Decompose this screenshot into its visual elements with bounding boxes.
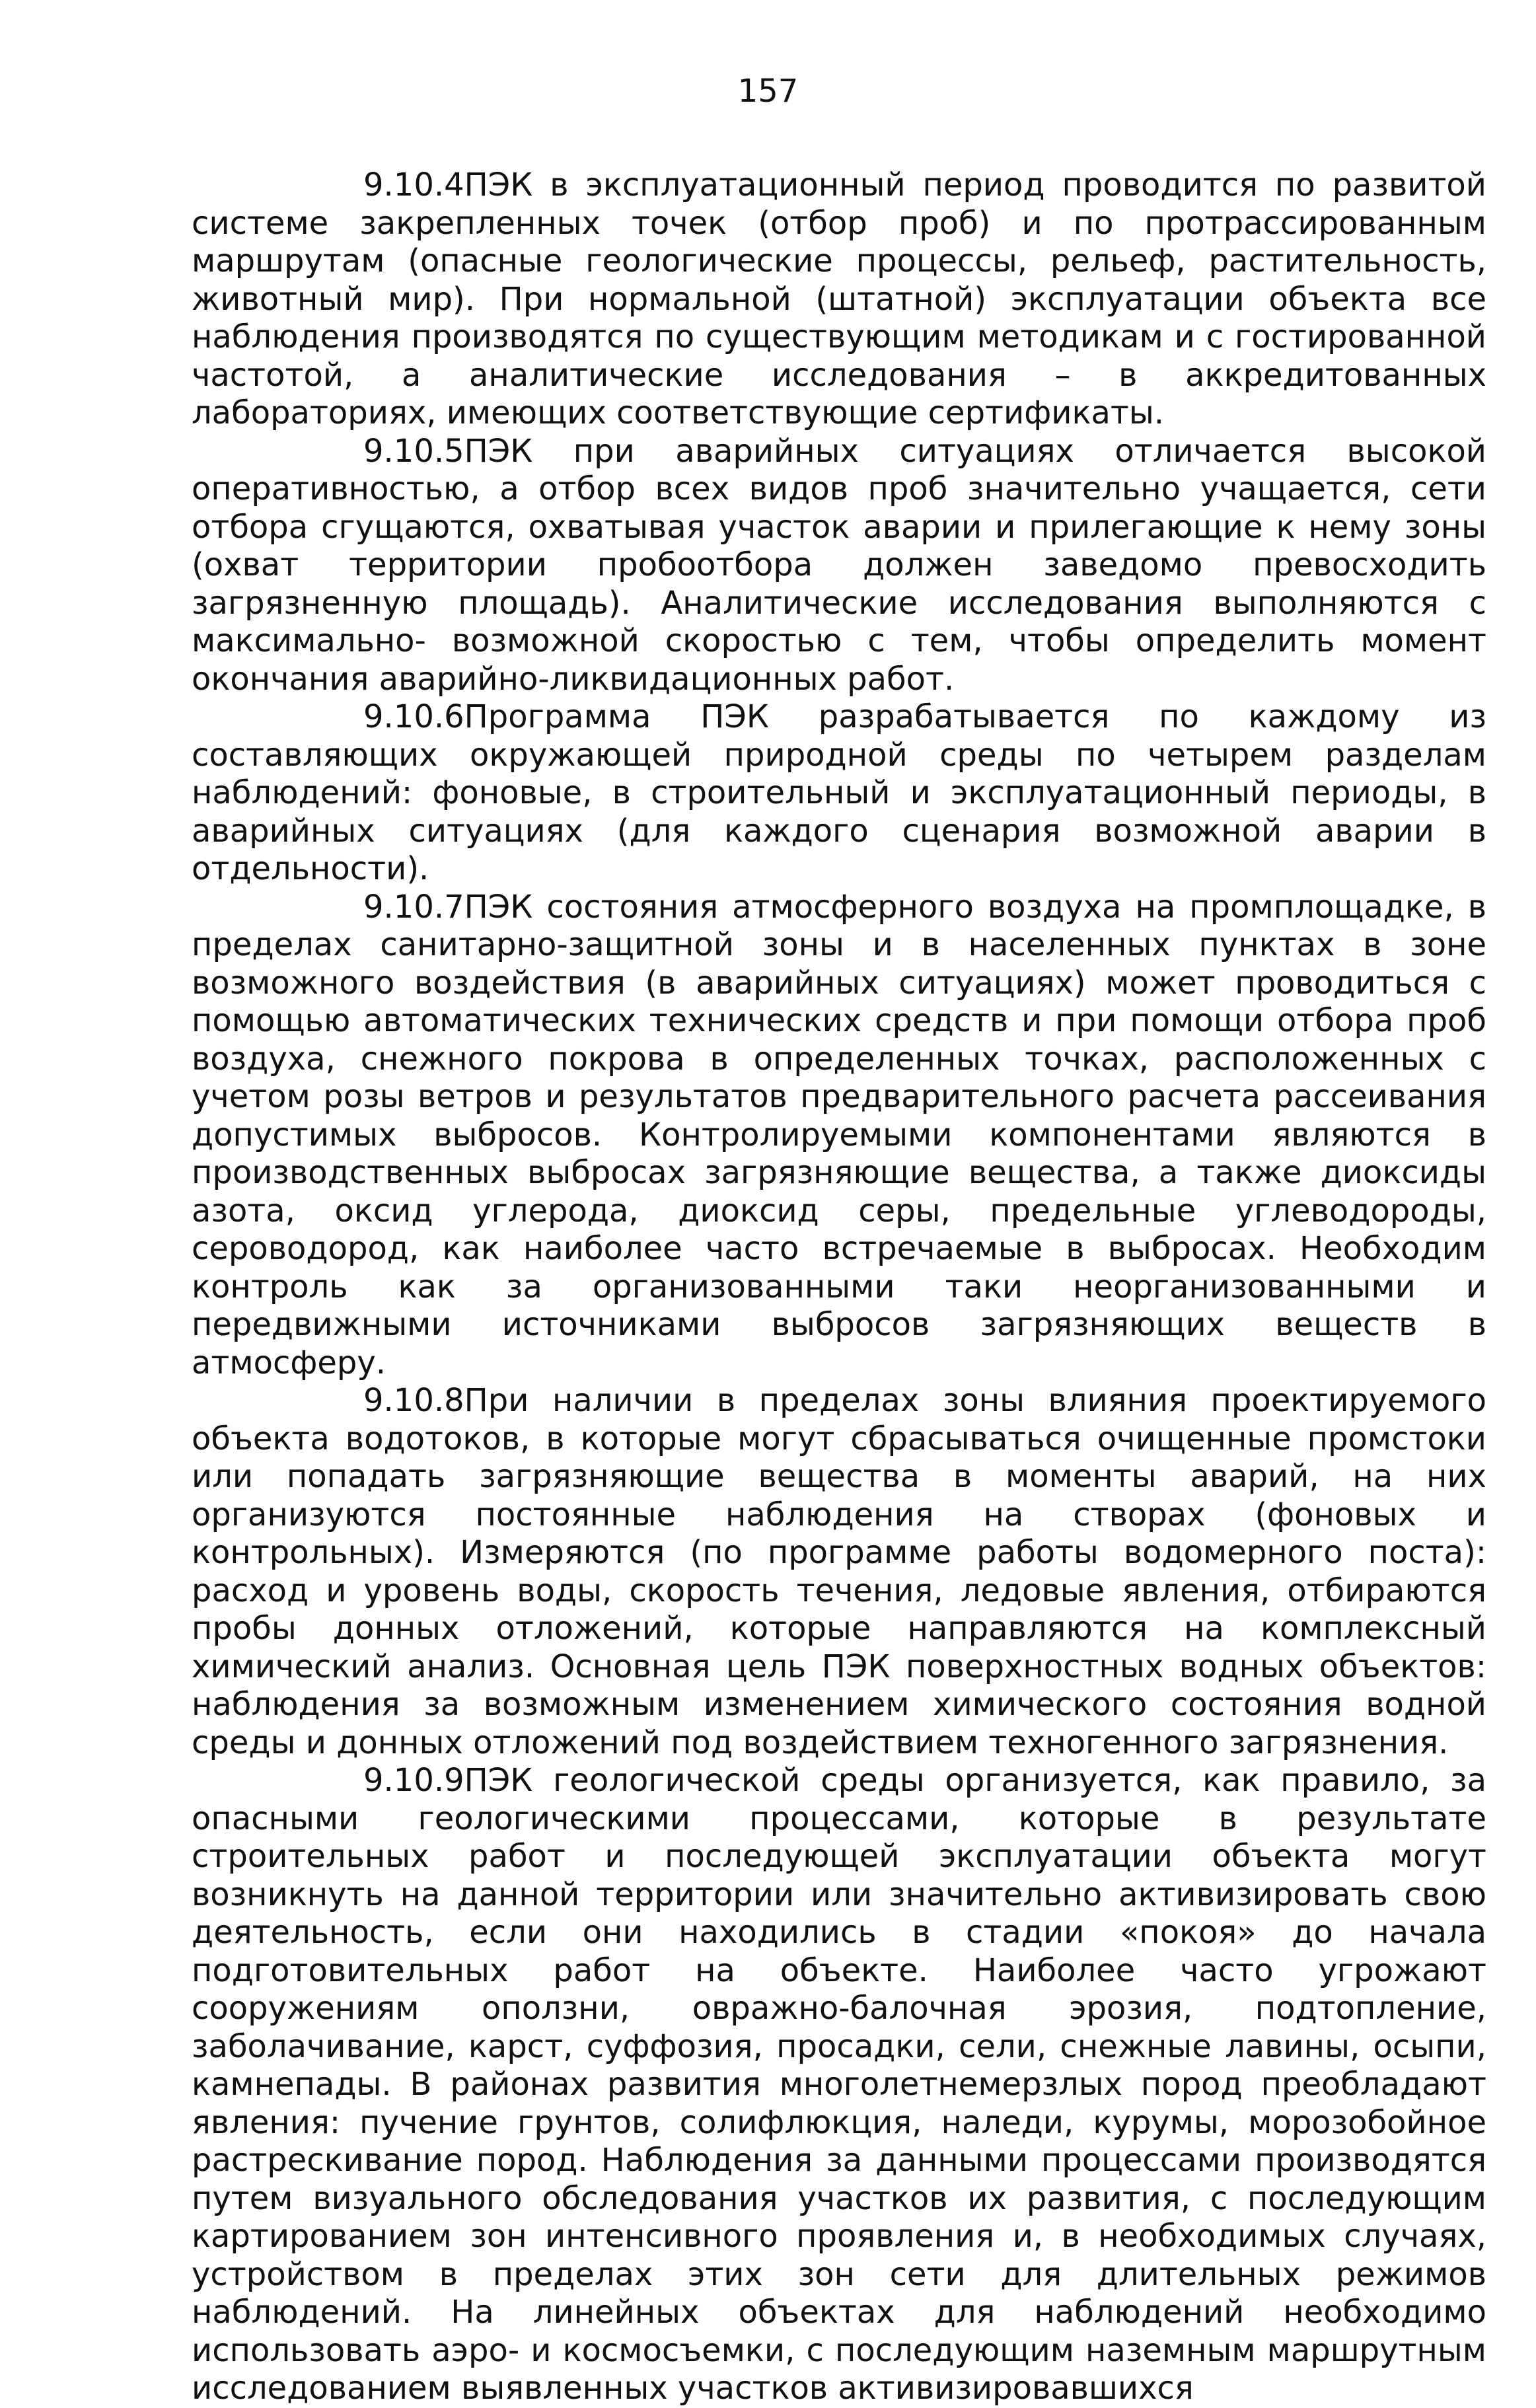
paragraph-text: ПЭК состояния атмосферного воздуха на промплощадке, в пределах санитарно-защитной зоны и в населенных пунктах в зоне возможного воздействия (в аварийных ситуациях) может проводиться с помощью автоматических технических средств и при помощи отбора проб воздуха, снежного покрова в определенных точках, расположенных с учетом розы ветров и результатов предварительного расчета рассеивания допустимых выбросов. Контролируемыми компонентами являются в производственных выбросах загрязняющие вещества, а также диоксиды азота, оксид углерода, диоксид серы, предельные углеводороды, сероводород, как наиболее часто встречаемые в выбросах. Необходим контроль как за организованными таки неорганизованными и передвижными источниками выбросов загрязняющих веществ в атмосферу. (192, 888, 1486, 1381)
paragraph-number: 9.10.4 (363, 166, 464, 203)
paragraph-number: 9.10.9 (363, 1762, 464, 1799)
paragraph-number: 9.10.5 (363, 432, 464, 470)
document-body (192, 166, 1486, 2408)
paragraph-9-10-8 (192, 1382, 1486, 1762)
paragraph-number: 9.10.7 (363, 888, 464, 926)
paragraph-text: ПЭК в эксплуатационный период проводится по развитой системе закрепленных точек (отбор проб) и по протрассированным маршрутам (опасные геологические процессы, рельеф, растительность, животный мир). При нормальной (штатной) эксплуатации объекта все наблюдения производятся по существующим методикам и с гостированной частотой, а аналитические исследования – в аккредитованных лабораториях, имеющих соответствующие сертификаты. (192, 166, 1486, 431)
paragraph-9-10-9 (192, 1762, 1486, 2408)
paragraph-text: При наличии в пределах зоны влияния проектируемого объекта водотоков, в которые могут сбрасываться очищенные промстоки или попадать загрязняющие вещества в моменты аварий, на них организуются постоянные наблюдения на створах (фоновых и контрольных). Измеряются (по программе работы водомерного поста): расход и уровень воды, скорость течения, ледовые явления, отбираются пробы донных отложений, которые направляются на комплексный химический анализ. Основная цель ПЭК поверхностных водных объектов: наблюдения за возможным изменением химического состояния водной среды и донных отложений под воздействием техногенного загрязнения. (192, 1382, 1486, 1761)
paragraph-number: 9.10.8 (363, 1382, 464, 1419)
paragraph-9-10-7 (192, 889, 1486, 1383)
paragraph-number: 9.10.6 (363, 698, 464, 735)
paragraph-text: Программа ПЭК разрабатывается по каждому из составляющих окружающей природной среды по четырем разделам наблюдений: фоновые, в строительный и эксплуатационный периоды, в аварийных ситуациях (для каждого сценария возможной аварии в отдельности). (192, 698, 1486, 887)
paragraph-9-10-5 (192, 433, 1486, 699)
paragraph-9-10-6 (192, 698, 1486, 889)
paragraph-text: ПЭК геологической среды организуется, как правило, за опасными геологическими процессами, которые в результате строительных работ и последующей эксплуатации объекта могут возникнуть на данной территории или значительно активизировать свою деятельность, если они находились в стадии «покоя» до начала подготовительных работ на объекте. Наиболее часто угрожают сооружениям оползни, овражно-балочная эрозия, подтопление, заболачивание, карст, суффозия, просадки, сели, снежные лавины, осыпи, камнепады. В районах развития многолетнемерзлых пород преобладают явления: пучение грунтов, солифлюкция, наледи, курумы, морозобойное растрескивание пород. Наблюдения за данными процессами производятся путем визуального обследования участков их развития, с последующим картированием зон интенсивного проявления и, в необходимых случаях, устройством в пределах этих зон сети для длительных режимов наблюдений. На линейных объектах для наблюдений необходимо использовать аэро- и космосъемки, с последующим наземным маршрутным исследованием выявленных участков активизировавшихся (192, 1762, 1486, 2407)
paragraph-9-10-4 (192, 166, 1486, 433)
page-number: 157 (737, 73, 799, 110)
paragraph-text: ПЭК при аварийных ситуациях отличается высокой оперативностью, а отбор всех видов проб значительно учащается, сети отбора сгущаются, охватывая участок аварии и прилегающие к нему зоны (охват территории пробоотбора должен заведомо превосходить загрязненную площадь). Аналитические исследования выполняются с максимально- возможной скоростью с тем, чтобы определить момент окончания аварийно-ликвидационных работ. (192, 432, 1486, 698)
